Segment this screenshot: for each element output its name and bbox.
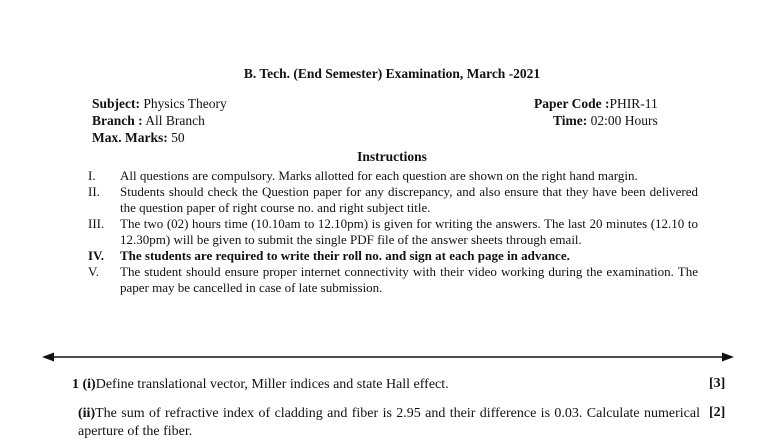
instruction-number: III. bbox=[88, 216, 105, 231]
question-label: (ii) bbox=[78, 406, 96, 421]
question-text: The sum of refractive index of cladding and fiber is 2.95 and their difference is 0.03. Calculate numerical aperture of the fiber. bbox=[78, 406, 700, 439]
subject-line bbox=[92, 96, 227, 112]
time-value: 02:00 Hours bbox=[590, 113, 658, 128]
time-label: Time: bbox=[553, 113, 588, 128]
instruction-item bbox=[88, 264, 698, 296]
instruction-text: The two (02) hours time (10.10am to 12.10pm) is given for writing the answers. The last 20 minutes (12.10 to 12.30pm) will be given to submit the single PDF file of the answer sheets through email. bbox=[120, 216, 698, 247]
exam-title: B. Tech. (End Semester) Examination, March -2021 bbox=[243, 66, 541, 81]
paper-code-line bbox=[534, 96, 658, 112]
branch-line bbox=[92, 113, 205, 129]
question-text: Define translational vector, Miller indices and state Hall effect. bbox=[95, 377, 449, 392]
instruction-text: All questions are compulsory. Marks allotted for each question are shown on the right hand margin. bbox=[120, 168, 638, 183]
instructions-heading: Instructions bbox=[357, 149, 427, 164]
time-line bbox=[553, 113, 658, 129]
max-marks-line bbox=[92, 130, 185, 146]
paper-code-value: PHIR-11 bbox=[609, 96, 658, 111]
instruction-text: The students are required to write their roll no. and sign at each page in advance. bbox=[120, 248, 570, 263]
instruction-item bbox=[88, 168, 698, 184]
branch-value: All Branch bbox=[145, 113, 205, 128]
instruction-text: Students should check the Question paper for any discrepancy, and also ensure that they have been delivered the question paper of right course no. and right subject title. bbox=[120, 184, 698, 215]
instruction-text: The student should ensure proper internet connectivity with their video working during the examination. The paper may be cancelled in case of late submission. bbox=[120, 264, 698, 295]
max-marks-label: Max. Marks: bbox=[92, 130, 168, 145]
branch-label: Branch : bbox=[92, 113, 143, 128]
instruction-number: IV. bbox=[88, 248, 105, 263]
double-arrow-divider bbox=[42, 351, 734, 363]
instruction-number: II. bbox=[88, 184, 100, 199]
question-1-ii bbox=[78, 405, 700, 441]
subject-label: Subject: bbox=[92, 96, 140, 111]
instruction-item bbox=[88, 248, 698, 264]
question-marks: [2] bbox=[709, 405, 726, 420]
paper-code-label: Paper Code : bbox=[534, 96, 610, 111]
subject-value: Physics Theory bbox=[143, 96, 227, 111]
instruction-item bbox=[88, 184, 698, 216]
max-marks-value: 50 bbox=[171, 130, 185, 145]
question-marks: [3] bbox=[709, 376, 726, 391]
instruction-number: I. bbox=[88, 168, 96, 183]
instruction-item bbox=[88, 216, 698, 248]
instruction-number: V. bbox=[88, 264, 99, 279]
question-label: 1 (i) bbox=[72, 377, 96, 392]
instructions-list bbox=[88, 168, 698, 296]
question-1-i bbox=[72, 376, 672, 394]
